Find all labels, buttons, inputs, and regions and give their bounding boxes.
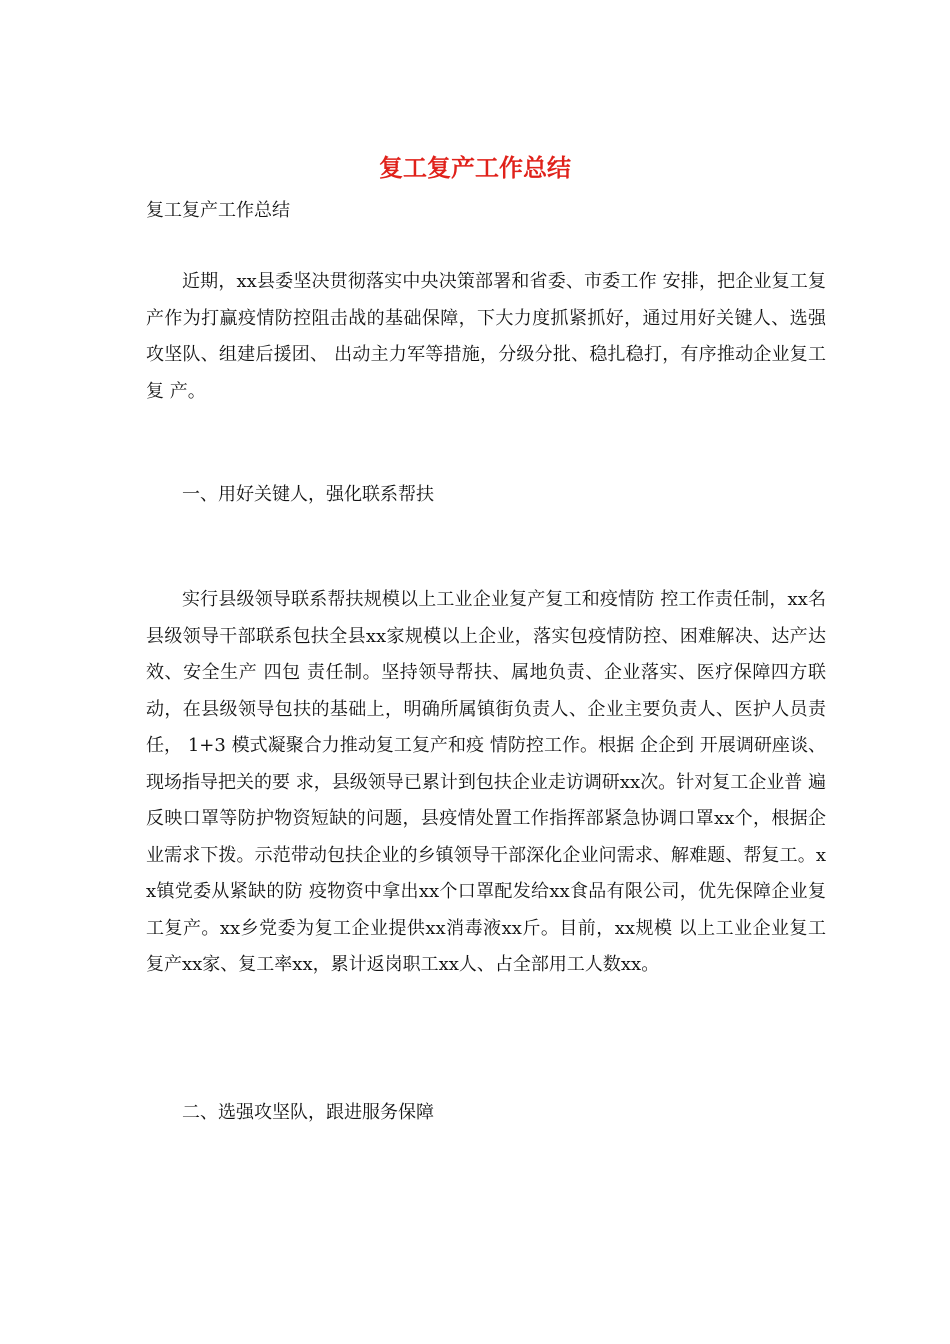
document-title: 复工复产工作总结 <box>379 153 571 182</box>
section-heading-1: 一、用好关键人，强化联系帮扶 <box>182 484 434 505</box>
section-body-1: 实行县级领导联系帮扶规模以上工业企业复产复工和疫情防 控工作责任制，xx名县级领导干部联系包扶全县xx家规模以上企业，落实包疫情防控、困难解决、达产达效、安全生产 四包 责任制。坚持领导帮扶、属地负责、企业落实、医疗保障四方联 动，在县级领导包扶的基础上，明确所属镇街负责人、企业主要负责人、医护人员责任， 1+3 模式凝聚合力推动复工复产和疫 情防控工作。根据 企企到 开展调研座谈、现场指导把关的要 求，县级领导已累计到包扶企业走访调研xx次。针对复工企业普 遍反映口罩等防护物资短缺的问题，县疫情处置工作指挥部紧急协调口罩xx个，根据企业需求下拨。示范带动包扶企业的乡镇领导干部深化企业问需求、解难题、帮复工。xx镇党委从紧缺的防 疫物资中拿出xx个口罩配发给xx食品有限公司，优先保障企业复工复产。xx乡党委为复工企业提供xx消毒液xx斤。目前，xx规模 以上工业企业复工复产xx家、复工率xx，累计返岗职工xx人、占全部用工人数xx。 <box>146 589 826 975</box>
intro-paragraph: 近期，xx县委坚决贯彻落实中央决策部署和省委、市委工作 安排，把企业复工复产作为打赢疫情防控阻击战的基础保障，下大力度抓紧抓好，通过用好关键人、选强攻坚队、组建后援团、 出动主力军等措施，分级分批、稳扎稳打，有序推动企业复工复 产。 <box>146 271 826 402</box>
section-heading-2: 二、选强攻坚队，跟进服务保障 <box>182 1102 434 1123</box>
document-subtitle: 复工复产工作总结 <box>146 200 290 221</box>
